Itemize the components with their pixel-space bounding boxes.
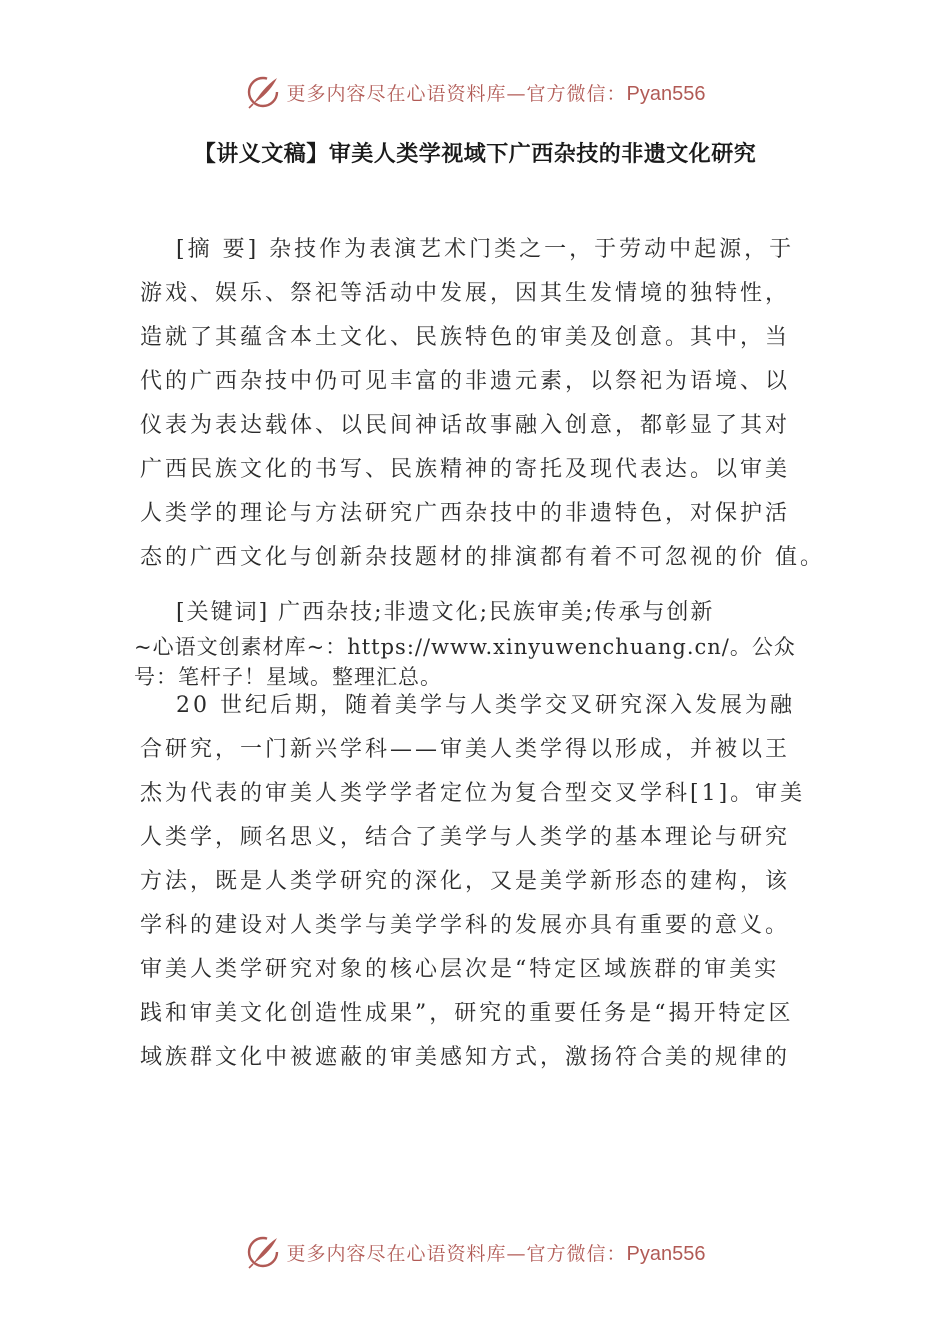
abstract-line: 人类学的理论与方法研究广西杂技中的非遗特色，对保护活 [140, 501, 791, 526]
main-line: 方法，既是人类学研究的深化，又是美学新形态的建构，该 [140, 869, 791, 894]
banner-text [287, 79, 706, 106]
abstract-line: [摘 要] 杂技作为表演艺术门类之一，于劳动中起源，于 [176, 237, 795, 262]
header-banner [0, 72, 950, 112]
keywords-line: [关键词] 广西杂技;非遗文化;民族审美;传承与创新 [176, 600, 715, 625]
abstract-line: 游戏、娱乐、祭祀等活动中发展，因其生发情境的独特性， [140, 281, 791, 306]
main-line: 域族群文化中被遮蔽的审美感知方式，激扬符合美的规律的 [140, 1045, 791, 1070]
main-line: 合研究，一门新兴学科——审美人类学得以形成，并被以王 [140, 737, 791, 762]
main-line: 人类学，顾名思义，结合了美学与人类学的基本理论与研究 [140, 825, 791, 850]
promo-text [134, 632, 834, 692]
document-title: 【讲义文稿】审美人类学视域下广西杂技的非遗文化研究 [193, 142, 757, 167]
footer-banner [0, 1232, 950, 1272]
quill-pen-circle-logo [245, 1234, 281, 1270]
abstract-line: 造就了其蕴含本土文化、民族特色的审美及创意。其中，当 [140, 325, 791, 350]
promo-line: 号：笔杆子！星域。整理汇总。 [134, 665, 442, 689]
abstract-line: 广西民族文化的书写、民族精神的寄托及现代表达。以审美 [140, 457, 791, 482]
main-line: 杰为代表的审美人类学学者定位为复合型交叉学科[1]。审美 [140, 781, 806, 806]
abstract-line: 仪表为表达载体、以民间神话故事融入创意，都彰显了其对 [140, 413, 791, 438]
banner-text-en: Pyan556 [626, 82, 706, 105]
main-line: 践和审美文化创造性成果”，研究的重要任务是“揭开特定区 [140, 1001, 794, 1026]
main-paragraph [140, 684, 830, 1080]
main-line: 学科的建设对人类学与美学学科的发展亦具有重要的意义。 [140, 913, 791, 938]
main-line: 20 世纪后期，随着美学与人类学交叉研究深入发展为融 [176, 693, 795, 718]
banner-text-en: Pyan556 [626, 1242, 706, 1265]
abstract-paragraph [140, 228, 830, 580]
banner-text-cn: 更多内容尽在心语资料库—官方微信： [286, 1242, 627, 1265]
abstract-line: 代的广西杂技中仍可见丰富的非遗元素，以祭祀为语境、以 [140, 369, 791, 394]
abstract-line: 态的广西文化与创新杂技题材的排演都有着不可忽视的价 值。 [140, 545, 825, 570]
banner-text [287, 1239, 706, 1266]
banner-text-cn: 更多内容尽在心语资料库—官方微信： [286, 82, 627, 105]
promo-line: ~心语文创素材库~：https://www.xinyuwenchuang.cn/。公众 [134, 635, 796, 659]
quill-pen-circle-logo [245, 74, 281, 110]
main-line: 审美人类学研究对象的核心层次是“特定区域族群的审美实 [140, 957, 780, 982]
